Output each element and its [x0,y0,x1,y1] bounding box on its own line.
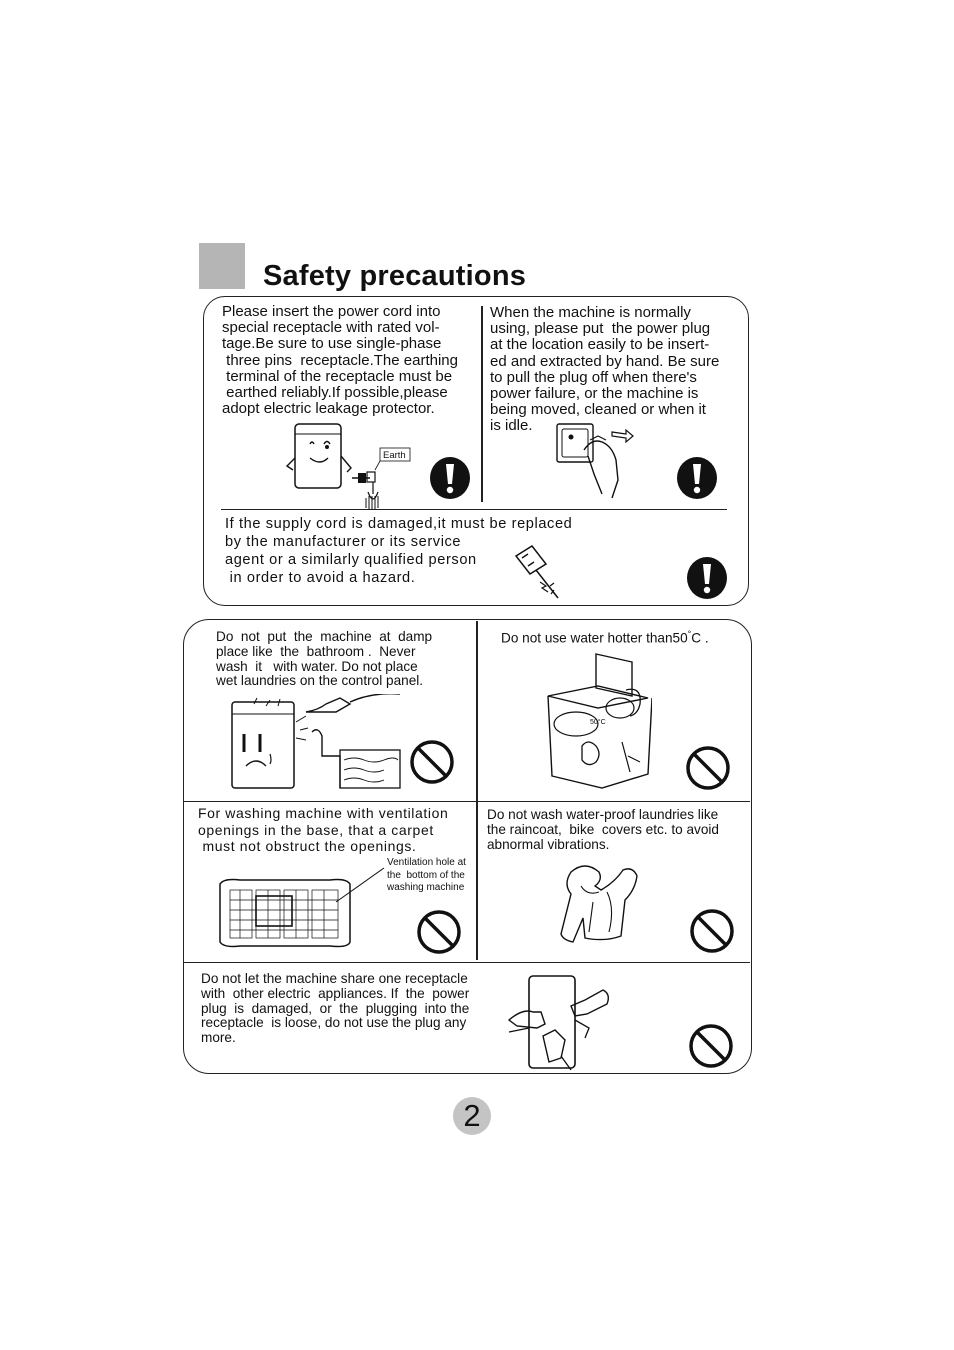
column-divider [481,306,483,502]
row-divider [184,962,750,963]
row-divider [184,801,750,802]
supply-cord-text: If the supply cord is damaged,it must be replaced by the manufacturer or its service agent or a similarly qualified person in order to avoid a hazard. [225,516,573,586]
unplug-illustration [554,420,634,500]
section-marker [199,243,245,289]
shared-socket-illustration [505,972,615,1072]
prohibition-icon [688,1023,734,1069]
hot-water-text: Do not use water hotter than50°C . [501,629,709,646]
warning-exclamation-icon [686,556,728,600]
earth-label: Earth [383,450,406,461]
page-title: Safety precautions [263,260,527,292]
prohibition-icon [409,739,455,785]
column-divider [476,621,478,960]
page-number: 2 [453,1097,491,1135]
prohibition-icon [685,745,731,791]
ventilation-caption: Ventilation hole at the bottom of the washing machine [387,857,466,893]
ventilation-text: For washing machine with ventilation openings in the base, that a carpet must not obstruct the openings. [198,805,449,855]
earth-illustration [280,418,415,513]
tub-temperature-label: 50°C [590,719,606,726]
power-cord-text: Please insert the power cord into special receptacle with rated vol- tage.Be sure to use single-phase three pins receptacle.The earthing terminal of the receptacle must be earthed reliably.If possible,please adopt electric leakage protector. [222,303,458,418]
damp-place-text: Do not put the machine at damp place like the bathroom . Never wash it with water. Do not place wet laundries on the control panel. [216,629,433,689]
plug-location-text: When the machine is normally using, please put the power plug at the location easily to be insert- ed and extracted by hand. Be sure to pull the plug off when there's power failure, or the machine is being moved, cleaned or when it is idle. [490,304,720,435]
waterproof-text: Do not wash water-proof laundries like the raincoat, bike covers etc. to avoid abnormal vibrations. [487,807,719,852]
prohibition-icon [689,908,735,954]
degree-mark: ° [687,629,692,639]
damp-place-illustration [226,694,406,794]
damaged-cord-illustration [510,542,570,602]
receptacle-text: Do not let the machine share one receptacle with other electric appliances. If the power plug is damaged, or the plugging into the receptacle is loose, do not use the plug any more. [201,971,470,1046]
warning-exclamation-icon [429,456,471,500]
raincoat-illustration [551,862,641,946]
warning-exclamation-icon [676,456,718,500]
prohibition-icon [416,909,462,955]
